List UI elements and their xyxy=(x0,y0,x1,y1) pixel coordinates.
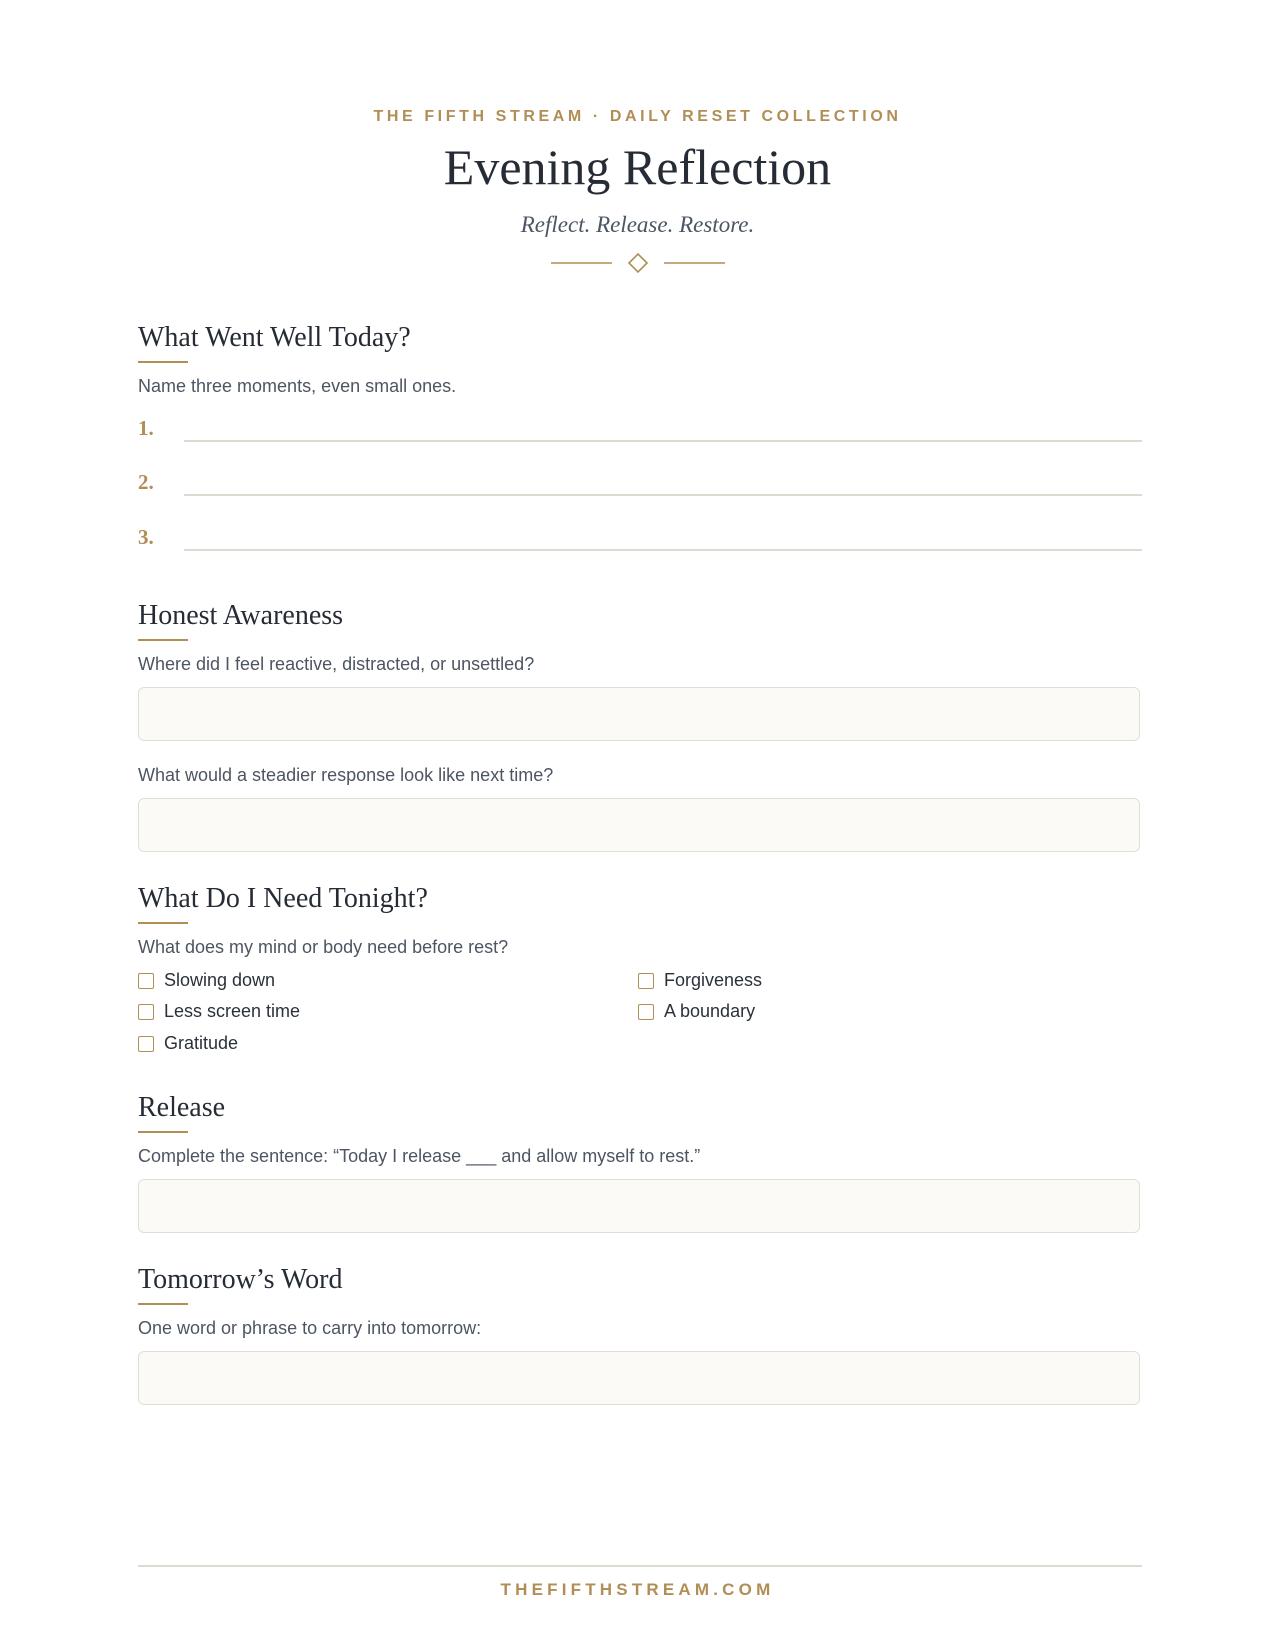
needs-option-slowing-down[interactable] xyxy=(138,970,275,991)
section-heading-needs: What Do I Need Tonight? xyxy=(138,883,428,914)
option-label: Slowing down xyxy=(164,970,276,990)
needs-option-a-boundary[interactable] xyxy=(638,1001,755,1022)
diamond-divider-icon xyxy=(548,252,728,274)
item-number-3: 3. xyxy=(138,525,154,549)
option-label: Gratitude xyxy=(164,1033,239,1053)
write-line-1[interactable] xyxy=(184,440,1142,442)
heading-underline xyxy=(138,639,188,641)
checkbox[interactable] xyxy=(138,1036,154,1052)
awareness-answer-field-1[interactable] xyxy=(138,687,1140,741)
heading-underline xyxy=(138,1131,188,1133)
item-number-1: 1. xyxy=(138,416,154,440)
page-title: Evening Reflection xyxy=(443,139,832,195)
page-subtitle: Reflect. Release. Restore. xyxy=(520,212,755,237)
heading-underline xyxy=(138,922,188,924)
awareness-prompt-2: What would a steadier response look like next time? xyxy=(138,765,554,785)
footer-website: THEFIFTHSTREAM.COM xyxy=(500,1580,775,1599)
collection-eyebrow: THE FIFTH STREAM · DAILY RESET COLLECTION xyxy=(373,108,902,125)
option-label: Forgiveness xyxy=(664,970,763,990)
option-label: A boundary xyxy=(664,1001,756,1021)
release-prompt: Complete the sentence: “Today I release ___ and allow myself to rest.” xyxy=(138,1146,701,1166)
awareness-answer-field-2[interactable] xyxy=(138,798,1140,852)
write-line-2[interactable] xyxy=(184,494,1142,496)
section-heading-went-well: What Went Well Today? xyxy=(138,322,411,353)
checkbox[interactable] xyxy=(138,973,154,989)
heading-underline xyxy=(138,361,188,363)
option-label: Less screen time xyxy=(164,1001,301,1021)
needs-option-forgiveness[interactable] xyxy=(638,970,762,991)
checkbox[interactable] xyxy=(638,973,654,989)
needs-prompt: What does my mind or body need before rest? xyxy=(138,937,509,957)
checkbox[interactable] xyxy=(638,1004,654,1020)
checkbox[interactable] xyxy=(138,1004,154,1020)
item-number-2: 2. xyxy=(138,470,154,494)
write-line-3[interactable] xyxy=(184,549,1142,551)
heading-underline xyxy=(138,1303,188,1305)
release-answer-field[interactable] xyxy=(138,1179,1140,1233)
footer-divider xyxy=(138,1565,1142,1567)
needs-option-gratitude[interactable] xyxy=(138,1033,238,1054)
section-heading-tomorrow: Tomorrow’s Word xyxy=(138,1264,343,1295)
needs-option-less-screen-time[interactable] xyxy=(138,1001,300,1022)
section-heading-awareness: Honest Awareness xyxy=(138,600,344,631)
section-heading-release: Release xyxy=(138,1092,226,1123)
went-well-prompt: Name three moments, even small ones. xyxy=(138,376,457,396)
tomorrow-prompt: One word or phrase to carry into tomorrow: xyxy=(138,1318,482,1338)
awareness-prompt-1: Where did I feel reactive, distracted, or unsettled? xyxy=(138,654,535,674)
tomorrow-answer-field[interactable] xyxy=(138,1351,1140,1405)
